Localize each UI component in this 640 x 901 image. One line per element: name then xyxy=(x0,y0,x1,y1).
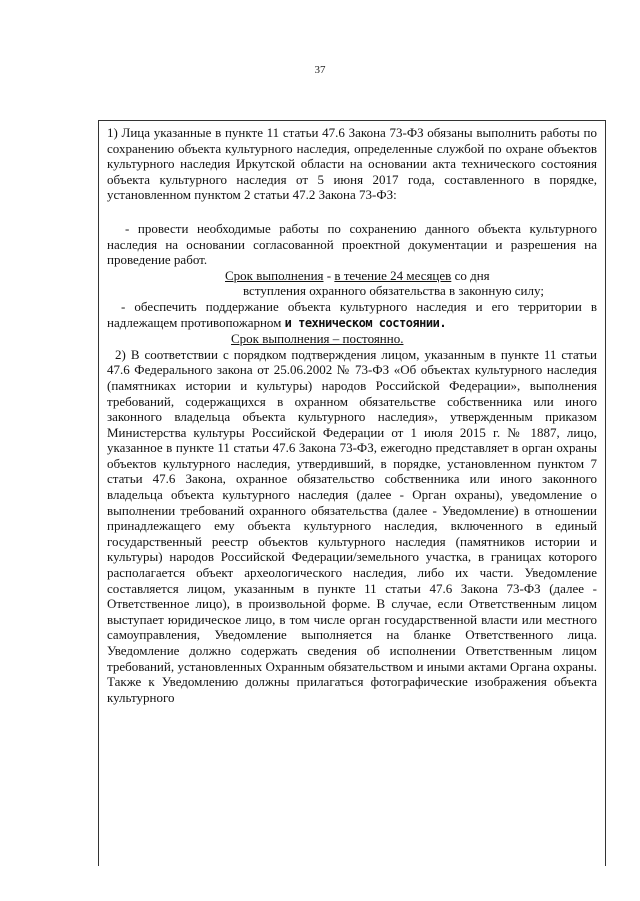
section1-item1: - провести необходимые работы по сохранению данного объекта культурного наследия на основании согласованной проектной документации и разрешения на проведение работ. xyxy=(107,220,597,268)
deadline2 xyxy=(107,331,597,347)
page-number: 37 xyxy=(314,64,326,76)
document-text-frame xyxy=(98,120,606,866)
deadline1-line2: вступления охранного обязательства в законную силу; xyxy=(243,283,544,299)
deadline1-value: в течение 24 месяцев xyxy=(334,267,452,283)
section2-text: 2) В соответствии с порядком подтверждения лицом, указанным в пункте 11 статьи 47.6 Федерального закона от 25.06.2002 № 73-ФЗ «Об объектах культурного наследия (памятниках истории и культуры) народов Российской Федерации», выполнения требований, содержащихся в охранном обязательстве собственника или иного законного владельца объекта культурного наследия», утвержденным приказом Министерства культуры Российской Федерации от 1 июля 2015 г. № 1887, лицо, указанное в пункте 11 статьи 47.6 Закона 73-ФЗ, ежегодно представляет в орган охраны объектов культурного наследия, утвердивший, в порядке, установленном пунктом 7 статьи 47.6 Закона, охранное обязательство собственника или иного законного владельца объекта культурного наследия (далее - Орган охраны), уведомление о выполнении требований охранного обязательства (далее - Уведомление) в отношении принадлежащего ему объекта культурного наследия, включенного в единый государственный реестр объектов культурного наследия (памятников истории и культуры) народов Российской Федерации/земельного участка, в границах которого располагается объект археологического наследия, либо их части. Уведомление составляется лицом, указанным в пункте 11 статьи 47.6 Закона 73-ФЗ (далее - Ответственное лицо), в произвольной форме. В случае, если Ответственным лицом выступает юридическое лицо, в том числе орган государственной власти или местного самоуправления, Уведомление выполняется на бланке Ответственного лица. Уведомление должно содержать сведения об исполнении Ответственным лицом требований, установленных Охранным обязательством и иными актами Органа охраны. Также к Уведомлению должны прилагаться фотографические изображения объекта культурного xyxy=(107,346,597,705)
deadline2-text: Срок выполнения – постоянно. xyxy=(231,331,404,347)
deadline1-dash: - xyxy=(323,267,335,283)
deadline1-line1 xyxy=(107,268,597,284)
section1-item2 xyxy=(107,299,597,331)
item2-tail: и техническом состоянии. xyxy=(284,315,447,330)
deadline1-label: Срок выполнения xyxy=(225,267,324,283)
section1-intro: 1) Лица указанные в пункте 11 статьи 47.6 Закона 73-ФЗ обязаны выполнить работы по сохранению объекта культурного наследия, определенные службой по охране объектов культурного наследия Иркутской области на основании акта технического состояния объекта культурного наследия от 5 июня 2017 года, составленного в порядке, установленном пунктом 2 статьи 47.2 Закона 73-ФЗ: xyxy=(107,125,597,203)
deadline1-tail: со дня xyxy=(451,267,490,283)
item2-main: - обеспечить поддержание объекта культурного наследия и его территории в надлежащем противопожарном xyxy=(107,298,597,330)
